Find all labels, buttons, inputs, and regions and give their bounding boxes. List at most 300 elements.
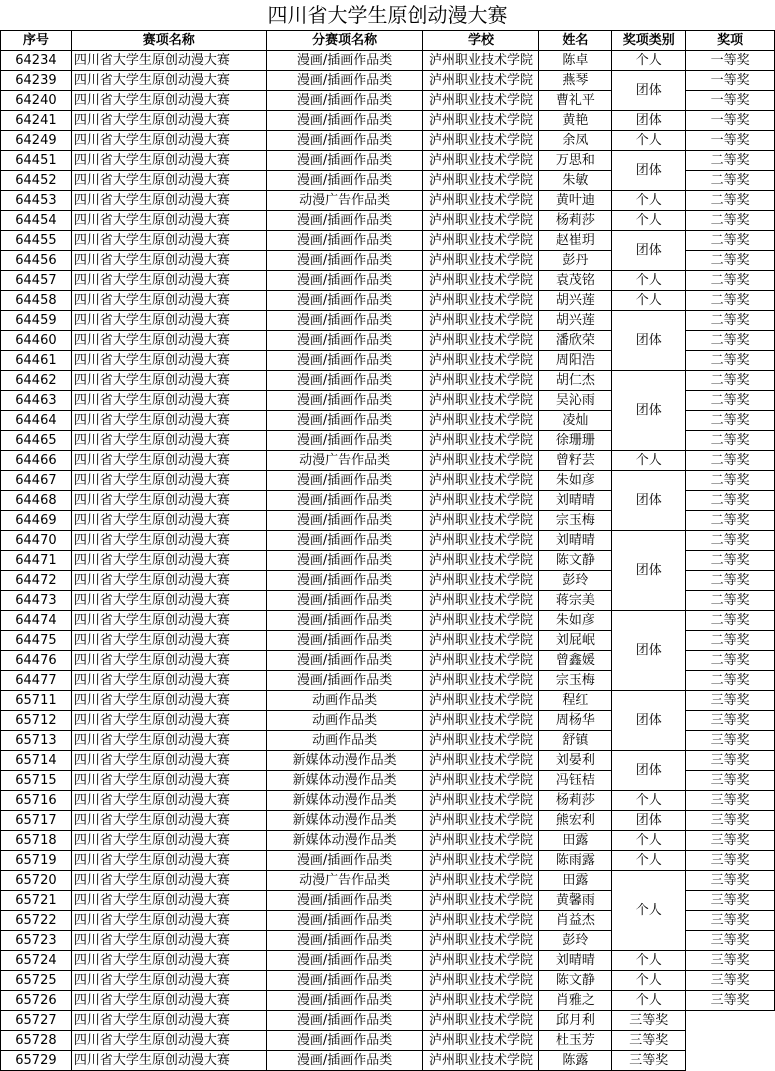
award-category-cell: 个人	[612, 131, 686, 151]
competition-cell: 四川省大学生原创动漫大赛	[71, 551, 266, 571]
sub-competition-cell: 漫画/插画作品类	[266, 671, 423, 691]
competition-cell: 四川省大学生原创动漫大赛	[71, 531, 266, 551]
sub-competition-cell: 漫画/插画作品类	[266, 391, 423, 411]
table-row	[1, 951, 775, 971]
competition-cell: 四川省大学生原创动漫大赛	[71, 171, 266, 191]
school-cell: 泸州职业技术学院	[423, 991, 539, 1011]
sub-competition-cell: 漫画/插画作品类	[266, 171, 423, 191]
name-cell: 凌灿	[539, 411, 612, 431]
name-cell: 舒镇	[539, 731, 612, 751]
seq-cell: 65727	[1, 1011, 72, 1031]
award-cell: 二等奖	[686, 531, 775, 551]
name-cell: 燕琴	[539, 71, 612, 91]
sub-competition-cell: 动画作品类	[266, 711, 423, 731]
name-cell: 熊宏利	[539, 811, 612, 831]
sub-competition-cell: 漫画/插画作品类	[266, 611, 423, 631]
seq-cell: 64466	[1, 451, 72, 471]
table-row	[1, 191, 775, 211]
seq-cell: 65723	[1, 931, 72, 951]
award-cell: 二等奖	[686, 411, 775, 431]
competition-cell: 四川省大学生原创动漫大赛	[71, 931, 266, 951]
award-category-cell: 个人	[612, 951, 686, 971]
name-cell: 黄馨雨	[539, 891, 612, 911]
seq-cell: 64475	[1, 631, 72, 651]
school-cell: 泸州职业技术学院	[423, 451, 539, 471]
table-row	[1, 751, 775, 771]
award-cell: 三等奖	[686, 711, 775, 731]
competition-cell: 四川省大学生原创动漫大赛	[71, 411, 266, 431]
table-row	[1, 111, 775, 131]
award-cell: 三等奖	[686, 811, 775, 831]
award-cell: 三等奖	[612, 1031, 686, 1051]
seq-cell: 65717	[1, 811, 72, 831]
sub-competition-cell: 漫画/插画作品类	[266, 311, 423, 331]
school-cell: 泸州职业技术学院	[423, 371, 539, 391]
school-cell: 泸州职业技术学院	[423, 431, 539, 451]
award-cell: 二等奖	[686, 271, 775, 291]
table-body	[1, 51, 775, 1071]
seq-cell: 64467	[1, 471, 72, 491]
name-cell: 朱如彦	[539, 611, 612, 631]
award-cell: 二等奖	[686, 611, 775, 631]
award-cell: 三等奖	[686, 851, 775, 871]
name-cell: 刘晴晴	[539, 951, 612, 971]
name-cell: 陈卓	[539, 51, 612, 71]
table-row	[1, 1011, 775, 1031]
award-cell: 三等奖	[686, 691, 775, 711]
seq-cell: 65718	[1, 831, 72, 851]
school-cell: 泸州职业技术学院	[423, 831, 539, 851]
sub-competition-cell: 漫画/插画作品类	[266, 891, 423, 911]
sub-competition-cell: 漫画/插画作品类	[266, 211, 423, 231]
name-cell: 杜玉芳	[539, 1031, 612, 1051]
name-cell: 刘晴晴	[539, 491, 612, 511]
competition-cell: 四川省大学生原创动漫大赛	[71, 791, 266, 811]
school-cell: 泸州职业技术学院	[423, 751, 539, 771]
competition-cell: 四川省大学生原创动漫大赛	[71, 611, 266, 631]
award-cell: 二等奖	[686, 291, 775, 311]
name-cell: 陈雨露	[539, 851, 612, 871]
seq-cell: 65719	[1, 851, 72, 871]
award-category-cell: 团体	[612, 111, 686, 131]
sheet-title: 四川省大学生原创动漫大赛	[1, 0, 775, 31]
school-cell: 泸州职业技术学院	[423, 571, 539, 591]
seq-cell: 64477	[1, 671, 72, 691]
competition-cell: 四川省大学生原创动漫大赛	[71, 451, 266, 471]
table-row	[1, 871, 775, 891]
award-cell: 三等奖	[686, 991, 775, 1011]
award-category-cell: 个人	[612, 271, 686, 291]
name-cell: 肖益杰	[539, 911, 612, 931]
competition-cell: 四川省大学生原创动漫大赛	[71, 691, 266, 711]
name-cell: 曾鑫媛	[539, 651, 612, 671]
sub-competition-cell: 动画作品类	[266, 731, 423, 751]
seq-cell: 64453	[1, 191, 72, 211]
seq-cell: 64249	[1, 131, 72, 151]
award-category-cell: 个人	[612, 211, 686, 231]
name-cell: 周阳浩	[539, 351, 612, 371]
sub-competition-cell: 漫画/插画作品类	[266, 131, 423, 151]
competition-cell: 四川省大学生原创动漫大赛	[71, 1011, 266, 1031]
table-row	[1, 131, 775, 151]
table-row	[1, 691, 775, 711]
competition-cell: 四川省大学生原创动漫大赛	[71, 471, 266, 491]
table-row	[1, 971, 775, 991]
competition-cell: 四川省大学生原创动漫大赛	[71, 631, 266, 651]
competition-cell: 四川省大学生原创动漫大赛	[71, 1031, 266, 1051]
award-cell: 一等奖	[686, 91, 775, 111]
seq-cell: 64239	[1, 71, 72, 91]
competition-cell: 四川省大学生原创动漫大赛	[71, 351, 266, 371]
sub-competition-cell: 漫画/插画作品类	[266, 331, 423, 351]
school-cell: 泸州职业技术学院	[423, 951, 539, 971]
award-cell: 三等奖	[612, 1051, 686, 1071]
competition-cell: 四川省大学生原创动漫大赛	[71, 391, 266, 411]
table-row	[1, 271, 775, 291]
school-cell: 泸州职业技术学院	[423, 731, 539, 751]
header-name: 姓名	[539, 31, 612, 51]
table-row	[1, 1051, 775, 1071]
competition-cell: 四川省大学生原创动漫大赛	[71, 771, 266, 791]
school-cell: 泸州职业技术学院	[423, 531, 539, 551]
award-category-cell: 团体	[612, 691, 686, 751]
table-row	[1, 231, 775, 251]
award-category-cell: 个人	[612, 51, 686, 71]
name-cell: 曹礼平	[539, 91, 612, 111]
award-cell: 二等奖	[686, 431, 775, 451]
seq-cell: 64459	[1, 311, 72, 331]
table-row	[1, 791, 775, 811]
seq-cell: 64451	[1, 151, 72, 171]
award-category-cell: 团体	[612, 531, 686, 611]
award-cell: 三等奖	[686, 911, 775, 931]
competition-cell: 四川省大学生原创动漫大赛	[71, 571, 266, 591]
school-cell: 泸州职业技术学院	[423, 1031, 539, 1051]
seq-cell: 64472	[1, 571, 72, 591]
name-cell: 田露	[539, 831, 612, 851]
award-category-cell: 个人	[612, 971, 686, 991]
header-award: 奖项	[686, 31, 775, 51]
award-category-cell: 个人	[612, 791, 686, 811]
name-cell: 陈文静	[539, 551, 612, 571]
name-cell: 潘欣荣	[539, 331, 612, 351]
name-cell: 肖雅之	[539, 991, 612, 1011]
sub-competition-cell: 漫画/插画作品类	[266, 851, 423, 871]
table-row	[1, 851, 775, 871]
name-cell: 程红	[539, 691, 612, 711]
competition-cell: 四川省大学生原创动漫大赛	[71, 331, 266, 351]
seq-cell: 64452	[1, 171, 72, 191]
name-cell: 胡兴莲	[539, 291, 612, 311]
table-row	[1, 211, 775, 231]
sub-competition-cell: 新媒体动漫作品类	[266, 771, 423, 791]
award-cell: 一等奖	[686, 131, 775, 151]
school-cell: 泸州职业技术学院	[423, 791, 539, 811]
sub-competition-cell: 漫画/插画作品类	[266, 1051, 423, 1071]
award-category-cell: 个人	[612, 191, 686, 211]
name-cell: 徐珊珊	[539, 431, 612, 451]
award-cell: 二等奖	[686, 651, 775, 671]
competition-cell: 四川省大学生原创动漫大赛	[71, 751, 266, 771]
table-row	[1, 831, 775, 851]
competition-cell: 四川省大学生原创动漫大赛	[71, 591, 266, 611]
name-cell: 吴沁雨	[539, 391, 612, 411]
award-cell: 二等奖	[686, 311, 775, 331]
award-cell: 二等奖	[686, 591, 775, 611]
competition-cell: 四川省大学生原创动漫大赛	[71, 51, 266, 71]
school-cell: 泸州职业技术学院	[423, 271, 539, 291]
award-category-cell: 团体	[612, 811, 686, 831]
competition-cell: 四川省大学生原创动漫大赛	[71, 231, 266, 251]
competition-cell: 四川省大学生原创动漫大赛	[71, 371, 266, 391]
sub-competition-cell: 新媒体动漫作品类	[266, 811, 423, 831]
award-cell: 三等奖	[686, 731, 775, 751]
seq-cell: 65716	[1, 791, 72, 811]
seq-cell: 64476	[1, 651, 72, 671]
school-cell: 泸州职业技术学院	[423, 651, 539, 671]
sub-competition-cell: 漫画/插画作品类	[266, 271, 423, 291]
table-row	[1, 451, 775, 471]
award-cell: 二等奖	[686, 211, 775, 231]
school-cell: 泸州职业技术学院	[423, 131, 539, 151]
award-cell: 二等奖	[686, 551, 775, 571]
school-cell: 泸州职业技术学院	[423, 151, 539, 171]
award-cell: 三等奖	[686, 971, 775, 991]
school-cell: 泸州职业技术学院	[423, 231, 539, 251]
seq-cell: 65715	[1, 771, 72, 791]
name-cell: 宗玉梅	[539, 671, 612, 691]
school-cell: 泸州职业技术学院	[423, 971, 539, 991]
competition-cell: 四川省大学生原创动漫大赛	[71, 91, 266, 111]
school-cell: 泸州职业技术学院	[423, 251, 539, 271]
school-cell: 泸州职业技术学院	[423, 391, 539, 411]
school-cell: 泸州职业技术学院	[423, 551, 539, 571]
seq-cell: 64465	[1, 431, 72, 451]
sub-competition-cell: 漫画/插画作品类	[266, 351, 423, 371]
school-cell: 泸州职业技术学院	[423, 331, 539, 351]
school-cell: 泸州职业技术学院	[423, 291, 539, 311]
header-competition: 赛项名称	[71, 31, 266, 51]
competition-cell: 四川省大学生原创动漫大赛	[71, 291, 266, 311]
table-row	[1, 531, 775, 551]
award-category-cell: 个人	[612, 851, 686, 871]
award-cell: 二等奖	[686, 631, 775, 651]
sub-competition-cell: 漫画/插画作品类	[266, 571, 423, 591]
seq-cell: 64454	[1, 211, 72, 231]
sub-competition-cell: 漫画/插画作品类	[266, 71, 423, 91]
table-row	[1, 291, 775, 311]
seq-cell: 64474	[1, 611, 72, 631]
sub-competition-cell: 漫画/插画作品类	[266, 1011, 423, 1031]
award-cell: 二等奖	[686, 231, 775, 251]
seq-cell: 64460	[1, 331, 72, 351]
award-cell: 三等奖	[686, 951, 775, 971]
award-cell: 三等奖	[686, 771, 775, 791]
award-category-cell: 个人	[612, 451, 686, 471]
sub-competition-cell: 漫画/插画作品类	[266, 591, 423, 611]
name-cell: 刘晴晴	[539, 531, 612, 551]
award-cell: 三等奖	[686, 791, 775, 811]
sub-competition-cell: 动漫广告作品类	[266, 871, 423, 891]
header-seq: 序号	[1, 31, 72, 51]
seq-cell: 65713	[1, 731, 72, 751]
name-cell: 黄叶迪	[539, 191, 612, 211]
sub-competition-cell: 新媒体动漫作品类	[266, 831, 423, 851]
competition-cell: 四川省大学生原创动漫大赛	[71, 991, 266, 1011]
school-cell: 泸州职业技术学院	[423, 51, 539, 71]
school-cell: 泸州职业技术学院	[423, 1011, 539, 1031]
table-row	[1, 51, 775, 71]
award-category-cell: 团体	[612, 311, 686, 371]
award-cell: 三等奖	[686, 891, 775, 911]
school-cell: 泸州职业技术学院	[423, 691, 539, 711]
competition-cell: 四川省大学生原创动漫大赛	[71, 711, 266, 731]
award-category-cell: 个人	[612, 871, 686, 951]
name-cell: 朱如彦	[539, 471, 612, 491]
competition-cell: 四川省大学生原创动漫大赛	[71, 71, 266, 91]
seq-cell: 64461	[1, 351, 72, 371]
name-cell: 袁茂铭	[539, 271, 612, 291]
name-cell: 朱敏	[539, 171, 612, 191]
school-cell: 泸州职业技术学院	[423, 631, 539, 651]
competition-cell: 四川省大学生原创动漫大赛	[71, 271, 266, 291]
seq-cell: 65721	[1, 891, 72, 911]
name-cell: 赵崔玥	[539, 231, 612, 251]
sub-competition-cell: 漫画/插画作品类	[266, 911, 423, 931]
competition-cell: 四川省大学生原创动漫大赛	[71, 851, 266, 871]
name-cell: 曾籽芸	[539, 451, 612, 471]
award-cell: 三等奖	[686, 751, 775, 771]
award-category-cell: 个人	[612, 831, 686, 851]
seq-cell: 65726	[1, 991, 72, 1011]
seq-cell: 65725	[1, 971, 72, 991]
table-row	[1, 371, 775, 391]
award-category-cell: 团体	[612, 151, 686, 191]
sub-competition-cell: 漫画/插画作品类	[266, 511, 423, 531]
seq-cell: 64470	[1, 531, 72, 551]
name-cell: 田露	[539, 871, 612, 891]
competition-cell: 四川省大学生原创动漫大赛	[71, 871, 266, 891]
table-row	[1, 611, 775, 631]
sub-competition-cell: 动漫广告作品类	[266, 451, 423, 471]
name-cell: 蒋宗美	[539, 591, 612, 611]
name-cell: 陈文静	[539, 971, 612, 991]
school-cell: 泸州职业技术学院	[423, 591, 539, 611]
competition-cell: 四川省大学生原创动漫大赛	[71, 211, 266, 231]
seq-cell: 64457	[1, 271, 72, 291]
competition-cell: 四川省大学生原创动漫大赛	[71, 951, 266, 971]
sub-competition-cell: 漫画/插画作品类	[266, 471, 423, 491]
seq-cell: 64234	[1, 51, 72, 71]
sub-competition-cell: 漫画/插画作品类	[266, 291, 423, 311]
award-cell: 二等奖	[686, 471, 775, 491]
award-cell: 一等奖	[686, 71, 775, 91]
sub-competition-cell: 漫画/插画作品类	[266, 371, 423, 391]
sub-competition-cell: 漫画/插画作品类	[266, 91, 423, 111]
award-cell: 三等奖	[686, 931, 775, 951]
sub-competition-cell: 漫画/插画作品类	[266, 491, 423, 511]
award-cell: 二等奖	[686, 331, 775, 351]
competition-cell: 四川省大学生原创动漫大赛	[71, 151, 266, 171]
sub-competition-cell: 漫画/插画作品类	[266, 251, 423, 271]
table-row	[1, 471, 775, 491]
school-cell: 泸州职业技术学院	[423, 91, 539, 111]
award-category-cell: 团体	[612, 71, 686, 111]
competition-cell: 四川省大学生原创动漫大赛	[71, 811, 266, 831]
name-cell: 彭玲	[539, 571, 612, 591]
name-cell: 刘屁岷	[539, 631, 612, 651]
sub-competition-cell: 动漫广告作品类	[266, 191, 423, 211]
sub-competition-cell: 漫画/插画作品类	[266, 1031, 423, 1051]
award-cell: 三等奖	[612, 1011, 686, 1031]
award-cell: 二等奖	[686, 351, 775, 371]
school-cell: 泸州职业技术学院	[423, 411, 539, 431]
seq-cell: 65729	[1, 1051, 72, 1071]
seq-cell: 64463	[1, 391, 72, 411]
school-cell: 泸州职业技术学院	[423, 851, 539, 871]
seq-cell: 65714	[1, 751, 72, 771]
competition-cell: 四川省大学生原创动漫大赛	[71, 971, 266, 991]
school-cell: 泸州职业技术学院	[423, 871, 539, 891]
competition-cell: 四川省大学生原创动漫大赛	[71, 651, 266, 671]
award-cell: 二等奖	[686, 571, 775, 591]
school-cell: 泸州职业技术学院	[423, 71, 539, 91]
school-cell: 泸州职业技术学院	[423, 211, 539, 231]
competition-cell: 四川省大学生原创动漫大赛	[71, 311, 266, 331]
seq-cell: 65711	[1, 691, 72, 711]
competition-cell: 四川省大学生原创动漫大赛	[71, 431, 266, 451]
name-cell: 宗玉梅	[539, 511, 612, 531]
seq-cell: 64240	[1, 91, 72, 111]
table-row	[1, 151, 775, 171]
school-cell: 泸州职业技术学院	[423, 511, 539, 531]
table-row	[1, 71, 775, 91]
school-cell: 泸州职业技术学院	[423, 891, 539, 911]
name-cell: 彭玲	[539, 931, 612, 951]
school-cell: 泸州职业技术学院	[423, 611, 539, 631]
award-cell: 三等奖	[686, 831, 775, 851]
sub-competition-cell: 漫画/插画作品类	[266, 971, 423, 991]
award-cell: 二等奖	[686, 151, 775, 171]
award-category-cell: 个人	[612, 991, 686, 1011]
competition-cell: 四川省大学生原创动漫大赛	[71, 251, 266, 271]
competition-cell: 四川省大学生原创动漫大赛	[71, 191, 266, 211]
school-cell: 泸州职业技术学院	[423, 671, 539, 691]
seq-cell: 65724	[1, 951, 72, 971]
name-cell: 周杨华	[539, 711, 612, 731]
competition-cell: 四川省大学生原创动漫大赛	[71, 1051, 266, 1071]
seq-cell: 64464	[1, 411, 72, 431]
name-cell: 陈露	[539, 1051, 612, 1071]
competition-cell: 四川省大学生原创动漫大赛	[71, 131, 266, 151]
table-row	[1, 811, 775, 831]
sub-competition-cell: 动画作品类	[266, 691, 423, 711]
award-cell: 一等奖	[686, 51, 775, 71]
award-cell: 一等奖	[686, 111, 775, 131]
award-category-cell: 团体	[612, 371, 686, 451]
award-category-cell: 团体	[612, 471, 686, 531]
seq-cell: 65728	[1, 1031, 72, 1051]
sub-competition-cell: 漫画/插画作品类	[266, 931, 423, 951]
school-cell: 泸州职业技术学院	[423, 191, 539, 211]
header-sub-competition: 分赛项名称	[266, 31, 423, 51]
award-cell: 二等奖	[686, 191, 775, 211]
school-cell: 泸州职业技术学院	[423, 491, 539, 511]
award-cell: 二等奖	[686, 451, 775, 471]
award-cell: 二等奖	[686, 251, 775, 271]
name-cell: 杨莉莎	[539, 791, 612, 811]
award-cell: 二等奖	[686, 511, 775, 531]
